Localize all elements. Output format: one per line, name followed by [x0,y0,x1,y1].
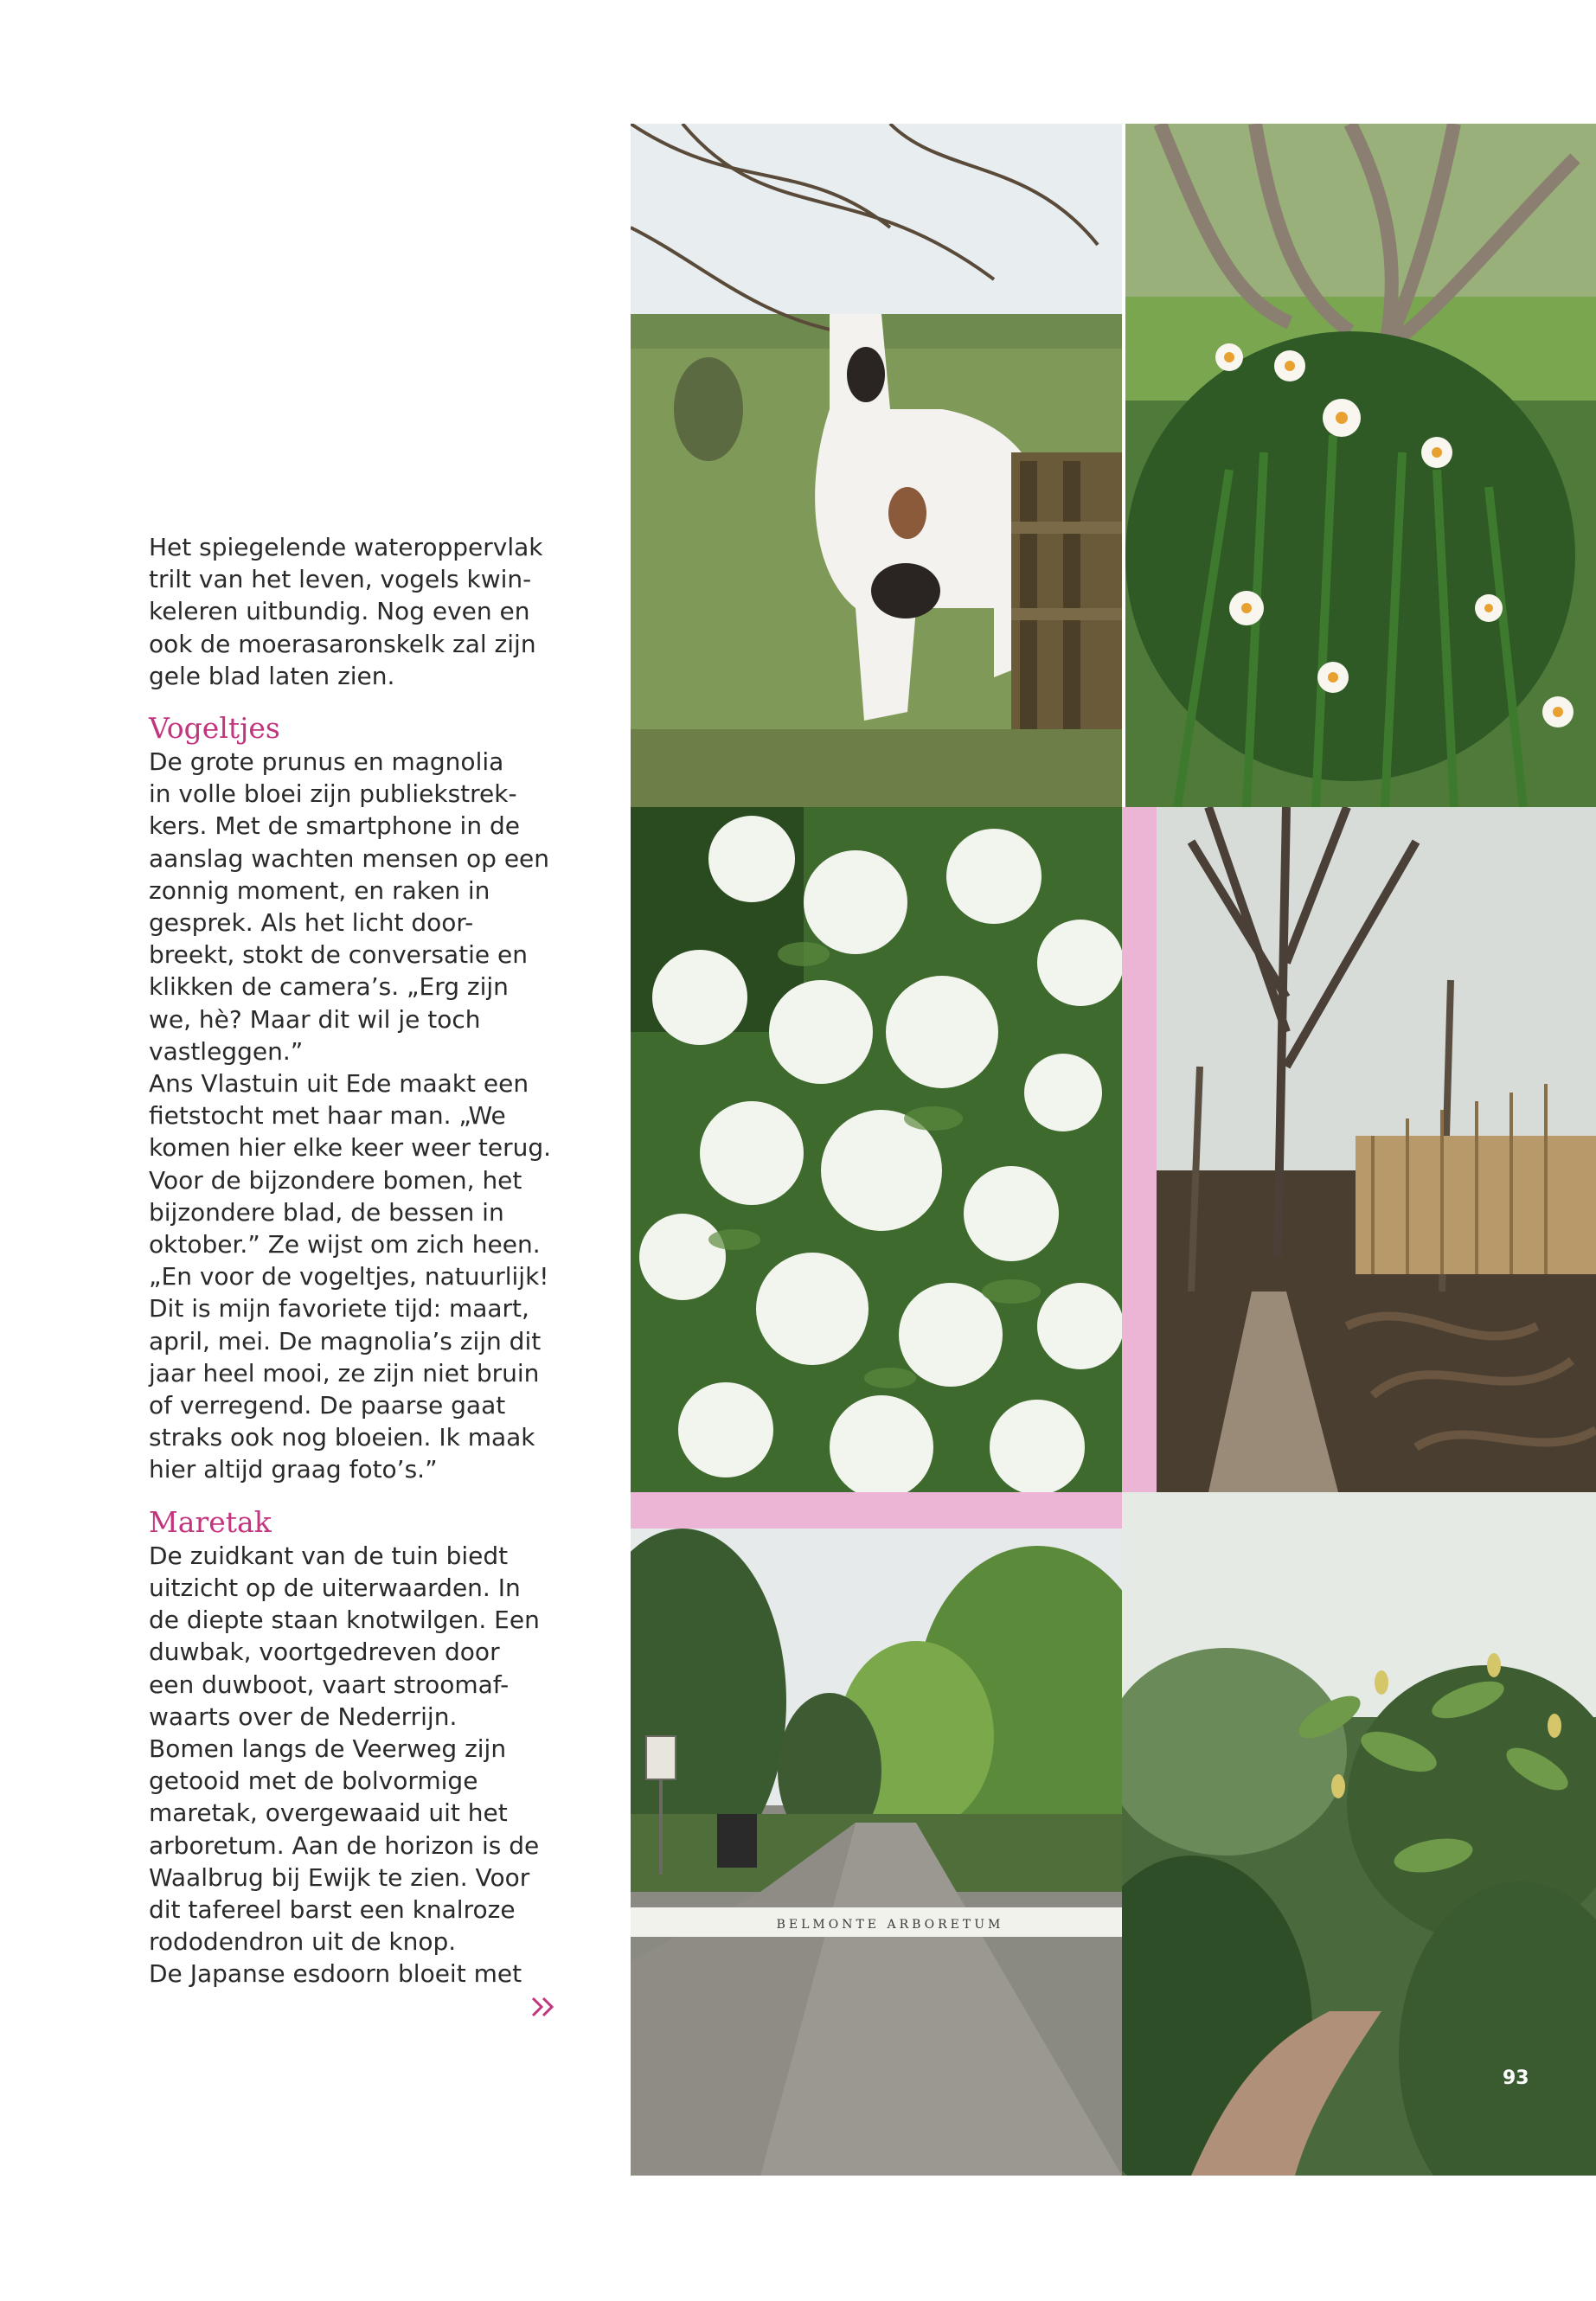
photo-horse [631,124,1122,807]
double-chevron-right-icon [530,1961,556,1984]
section-heading-maretak: Maretak [149,1504,272,1539]
article-text [149,531,599,1990]
section-body-maretak: De zuidkant van de tuin biedt uitzicht op de uiterwaarden. In de diepte staan knotwilgen. Een duwbak, voortgedreven door een duwboot, vaart stroomaf- waarts over de Nederrijn. Bomen langs de Veerweg zijn getooid met de bolvormige maretak, overgewaaid uit het arboretum. Aan de horizon is de Waalbrug bij Ewijk te zien. Voor dit tafereel barst een knalroze rododendron uit de knop. [149,1541,540,1957]
section-body-vogeltjes: De grote prunus en magnolia in volle bloei zijn publiekstrek- kers. Met de smartphone in de aanslag wachten mensen op een zonnig moment, en raken in gesprek. Als het licht door- breekt, stokt de conversatie en klikken de camera’s. „Erg zijn we, hè? Maar dit wil je toch vastleggen.” Ans Vlastuin uit Ede maakt een fietstocht met haar man. „We komen hier elke keer weer terug. Voor de bijzondere bomen, het bijzondere blad, de bessen in oktober.” Ze wijst om zich heen. „En voor de vogeltjes, natuurlijk! Dit is mijn favoriete tijd: maart, april, mei. De magnolia’s zijn dit jaar heel mooi, ze zijn niet bruin of verregend. De paarse gaat straks ook nog bloeien. Ik maak hier altijd graag foto’s.” [149,747,551,1484]
closing-text: De Japanse esdoorn bloeit met [149,1959,522,1989]
page-number: 93 [1503,2067,1529,2089]
pink-accent-bar [1122,807,1157,1499]
section-heading-vogeltjes: Vogeltjes [149,711,280,746]
intro-paragraph: Het spiegelende wateroppervlak trilt van het leven, vogels kwin- keleren uitbundig. Nog even en ook de moerasaronskelk zal zijn gele blad laten zien. [149,533,543,690]
photo-forest-path [1157,807,1596,1492]
photo-daffodils [1125,124,1596,807]
photo-white-blossoms [631,807,1122,1492]
photo-arboretum-entrance [631,1529,1122,2176]
closing-line [149,1958,599,1990]
pink-accent-bar [631,1492,1167,1529]
photo-grid [631,124,1596,2176]
gate-sign-text: BELMONTE ARBORETUM [776,1918,1004,1932]
